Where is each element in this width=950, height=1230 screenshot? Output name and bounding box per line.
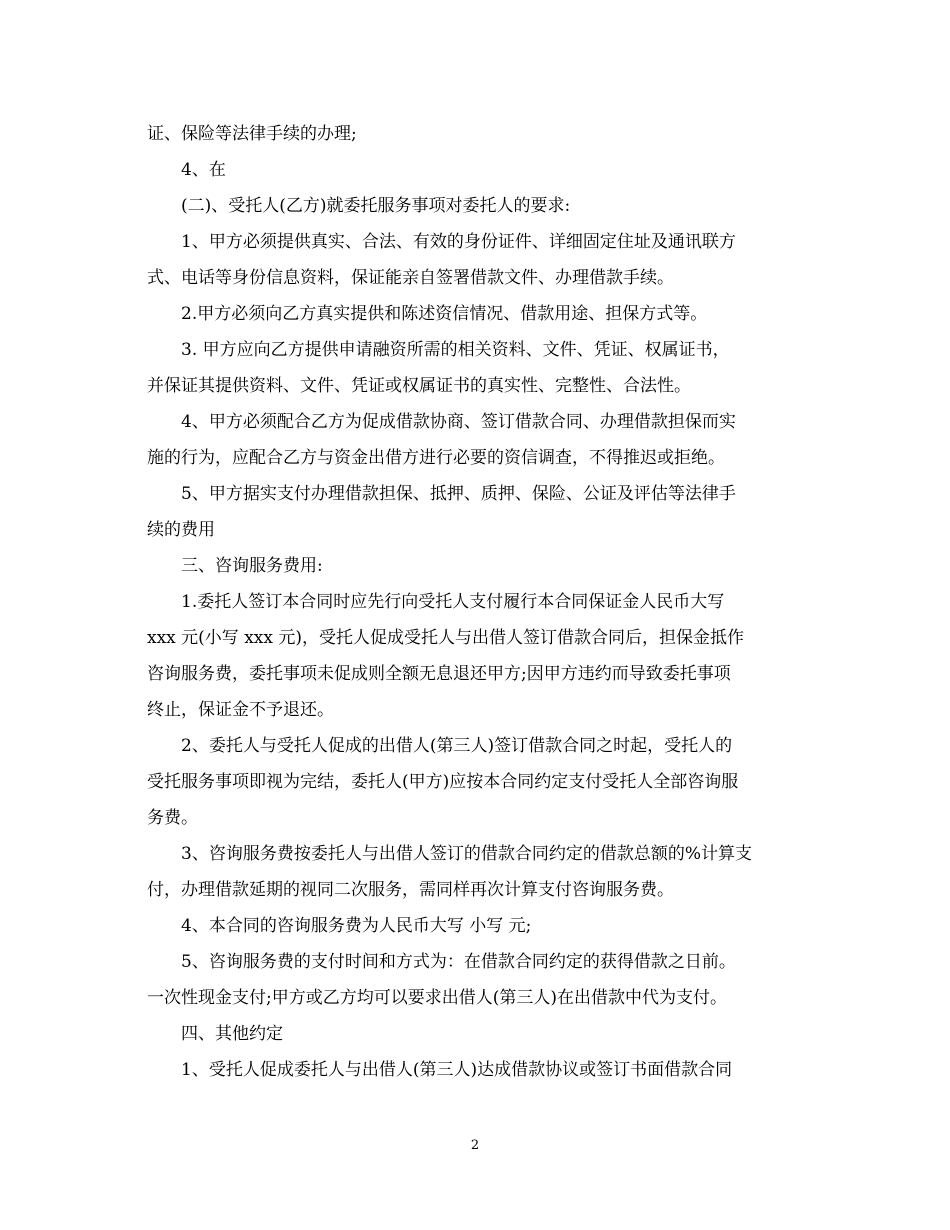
- text-line: 三、咨询服务费用:: [181, 556, 323, 576]
- text-line: 施的行为，应配合乙方与资金出借方进行必要的资信调查，不得推迟或拒绝。: [147, 448, 725, 468]
- text-line: 付，办理借款延期的视同二次服务，需同样再次计算支付咨询服务费。: [147, 880, 674, 900]
- text-line: 式、电话等身份信息资料，保证能亲自签署借款文件、办理借款手续。: [147, 268, 674, 288]
- text-line: 1、甲方必须提供真实、合法、有效的身份证件、详细固定住址及通讯联方: [181, 232, 736, 252]
- text-line: 受托服务事项即视为完结，委托人(甲方)应按本合同约定支付受托人全部咨询服: [147, 772, 739, 792]
- text-line: 四、其他约定: [181, 1024, 283, 1044]
- text-line: 咨询服务费，委托事项未促成则全额无息退还甲方;因甲方违约而导致委托事项: [147, 664, 731, 684]
- text-line: 4、在: [181, 160, 226, 180]
- text-line: 4、本合同的咨询服务费为人民币大写 小写 元;: [181, 916, 532, 936]
- text-line: 2、委托人与受托人促成的出借人(第三人)签订借款合同之时起，受托人的: [181, 736, 733, 756]
- text-line: 终止，保证金不予退还。: [147, 700, 334, 720]
- text-line: 一次性现金支付;甲方或乙方均可以要求出借人(第三人)在出借款中代为支付。: [147, 988, 727, 1008]
- text-line: 证、保险等法律手续的办理;: [147, 124, 357, 144]
- text-line: xxx 元(小写 xxx 元)，受托人促成受托人与出借人签订借款合同后，担保金抵作: [147, 628, 744, 648]
- text-line: 3. 甲方应向乙方提供申请融资所需的相关资料、文件、凭证、权属证书，: [181, 340, 730, 360]
- text-line: 2.甲方必须向乙方真实提供和陈述资信情况、借款用途、担保方式等。: [181, 304, 708, 324]
- document-body: [147, 116, 803, 1088]
- text-line: 5、甲方据实支付办理借款担保、抵押、质押、保险、公证及评估等法律手: [181, 484, 736, 504]
- page-number: 2: [470, 1138, 480, 1153]
- text-line: 5、咨询服务费的支付时间和方式为：在借款合同约定的获得借款之日前。: [181, 952, 736, 972]
- text-line: 1、受托人促成委托人与出借人(第三人)达成借款协议或签订书面借款合同: [181, 1060, 733, 1080]
- text-line: 1.委托人签订本合同时应先行向受托人支付履行本合同保证金人民币大写: [181, 592, 725, 612]
- text-line: 续的费用: [147, 520, 215, 540]
- text-line: (二)、受托人(乙方)就委托服务事项对委托人的要求:: [181, 196, 571, 216]
- text-line: 并保证其提供资料、文件、凭证或权属证书的真实性、完整性、合法性。: [147, 376, 691, 396]
- text-line: 4、甲方必须配合乙方为促成借款协商、签订借款合同、办理借款担保而实: [181, 412, 736, 432]
- text-line: 3、咨询服务费按委托人与出借人签订的借款合同约定的借款总额的%计算支: [181, 844, 752, 864]
- text-line: 务费。: [147, 808, 198, 828]
